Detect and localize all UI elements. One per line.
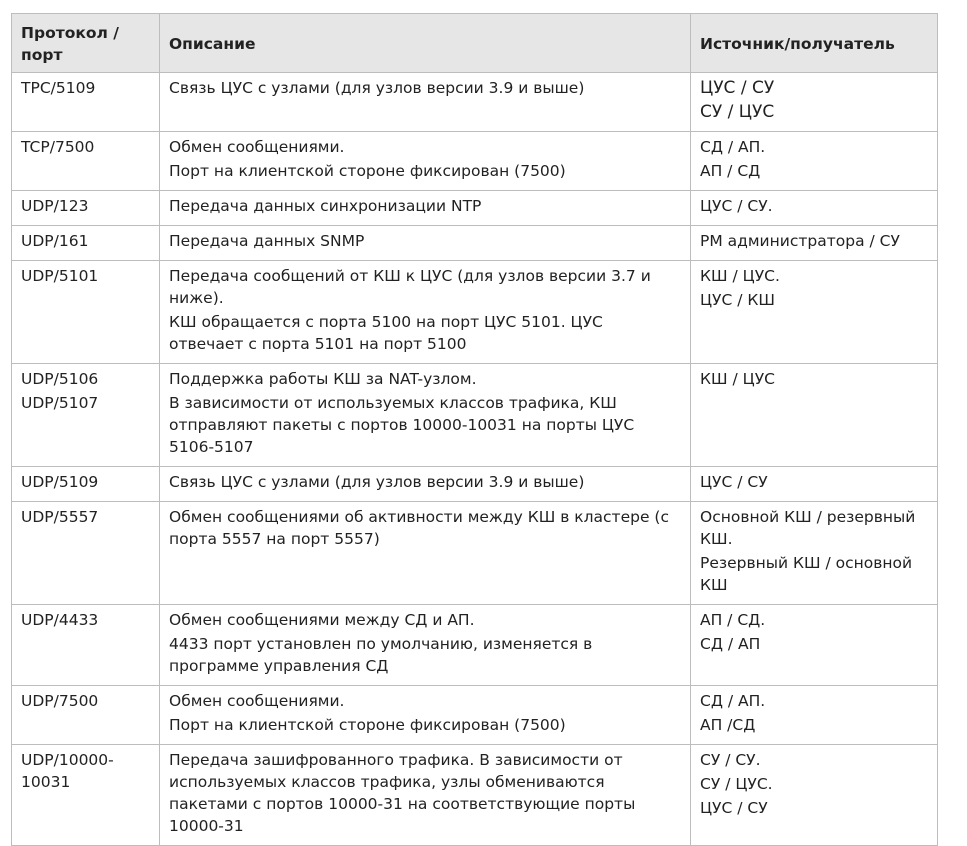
port-cell [12, 686, 160, 745]
port-cell [12, 73, 160, 132]
source-destination-text: Основной КШ / резервный КШ. [700, 508, 916, 548]
source-destination-text: КШ / ЦУС. [700, 267, 780, 285]
port-cell [12, 364, 160, 467]
source-destination-text: СУ / ЦУС [700, 102, 775, 122]
description-cell [160, 261, 691, 364]
table-row [12, 73, 938, 132]
description-cell [160, 745, 691, 846]
port-cell [12, 605, 160, 686]
source-destination-text: ЦУС / КШ [700, 291, 775, 309]
description-text: Порт на клиентской стороне фиксирован (7500) [169, 162, 566, 180]
port-cell [12, 261, 160, 364]
description-text: Передача зашифрованного трафика. В зависимости от используемых классов трафика, узлы обмениваются пакетами с портов 10000-31 на соответствующие порты 10000-31 [169, 751, 636, 835]
source-destination-text: ЦУС / СУ. [700, 197, 773, 215]
source-destination-text: СД / АП. [700, 138, 766, 156]
source-destination-cell [691, 364, 938, 467]
source-destination-text: СД / АП. [700, 692, 766, 710]
description-text: В зависимости от используемых классов трафика, КШ отправляют пакеты с портов 10000-10031 на порты ЦУС 5106-5107 [169, 394, 635, 456]
source-destination-cell [691, 745, 938, 846]
source-destination-cell [691, 73, 938, 132]
port-cell [12, 132, 160, 191]
port-text: UDP/5106 [21, 370, 99, 388]
source-destination-cell [691, 502, 938, 605]
description-text: Передача данных синхронизации NTP [169, 197, 482, 215]
port-text: UDP/4433 [21, 611, 99, 629]
description-cell [160, 364, 691, 467]
port-cell [12, 745, 160, 846]
port-text: UDP/5109 [21, 473, 99, 491]
table-row [12, 191, 938, 226]
source-destination-text: ЦУС / СУ [700, 799, 768, 817]
description-cell [160, 502, 691, 605]
source-destination-cell [691, 261, 938, 364]
port-text: UDP/5101 [21, 267, 99, 285]
table-row [12, 605, 938, 686]
table-row [12, 132, 938, 191]
port-text: UDP/161 [21, 232, 89, 250]
table-row [12, 261, 938, 364]
source-destination-cell [691, 132, 938, 191]
port-text: UDP/5107 [21, 394, 99, 412]
source-destination-text: СУ / ЦУС. [700, 775, 773, 793]
header-protocol-port: Протокол / порт [12, 14, 160, 73]
source-destination-cell [691, 191, 938, 226]
description-cell [160, 467, 691, 502]
header-description: Описание [160, 14, 691, 73]
port-cell [12, 467, 160, 502]
source-destination-cell [691, 605, 938, 686]
source-destination-text: АП / СД. [700, 611, 766, 629]
description-text: КШ обращается с порта 5100 на порт ЦУС 5101. ЦУС отвечает с порта 5101 на порт 5100 [169, 313, 603, 353]
description-cell [160, 226, 691, 261]
source-destination-text: РМ администратора / СУ [700, 232, 900, 250]
description-text: 4433 порт установлен по умолчанию, изменяется в программе управления СД [169, 635, 593, 675]
description-text: Обмен сообщениями об активности между КШ в кластере (с порта 5557 на порт 5557) [169, 508, 669, 548]
source-destination-text: Резервный КШ / основной КШ [700, 554, 913, 594]
port-text: TPC/5109 [21, 79, 96, 97]
source-destination-cell [691, 226, 938, 261]
port-cell [12, 226, 160, 261]
description-text: Поддержка работы КШ за NAT-узлом. [169, 370, 477, 388]
source-destination-text: ЦУС / СУ [700, 473, 768, 491]
description-text: Связь ЦУС с узлами (для узлов версии 3.9 и выше) [169, 473, 585, 491]
table-row [12, 364, 938, 467]
description-text: Обмен сообщениями. [169, 692, 345, 710]
description-cell [160, 686, 691, 745]
description-text: Передача сообщений от КШ к ЦУС (для узлов версии 3.7 и ниже). [169, 267, 651, 307]
table-row [12, 502, 938, 605]
table-row [12, 686, 938, 745]
description-cell [160, 191, 691, 226]
description-cell [160, 132, 691, 191]
header-row [12, 14, 938, 73]
source-destination-text: АП /СД [700, 716, 756, 734]
port-text: UDP/123 [21, 197, 89, 215]
header-source-destination: Источник/получатель [691, 14, 938, 73]
description-text: Передача данных SNMP [169, 232, 365, 250]
description-cell [160, 73, 691, 132]
source-destination-text: АП / СД [700, 162, 761, 180]
port-text: UDP/7500 [21, 692, 99, 710]
port-cell [12, 502, 160, 605]
table-row [12, 226, 938, 261]
port-cell [12, 191, 160, 226]
source-destination-text: ЦУС / СУ [700, 78, 775, 98]
source-destination-text: СД / АП [700, 635, 761, 653]
port-text: UDP/10000-10031 [21, 751, 114, 791]
description-text: Связь ЦУС с узлами (для узлов версии 3.9 и выше) [169, 79, 585, 97]
source-destination-text: КШ / ЦУС [700, 370, 775, 388]
description-text: Обмен сообщениями между СД и АП. [169, 611, 475, 629]
source-destination-cell [691, 686, 938, 745]
table-row [12, 745, 938, 846]
table-row [12, 467, 938, 502]
source-destination-text: СУ / СУ. [700, 751, 761, 769]
port-text: UDP/5557 [21, 508, 99, 526]
description-text: Обмен сообщениями. [169, 138, 345, 156]
description-text: Порт на клиентской стороне фиксирован (7500) [169, 716, 566, 734]
port-text: TCP/7500 [21, 138, 95, 156]
source-destination-cell [691, 467, 938, 502]
description-cell [160, 605, 691, 686]
ports-table [11, 13, 938, 846]
